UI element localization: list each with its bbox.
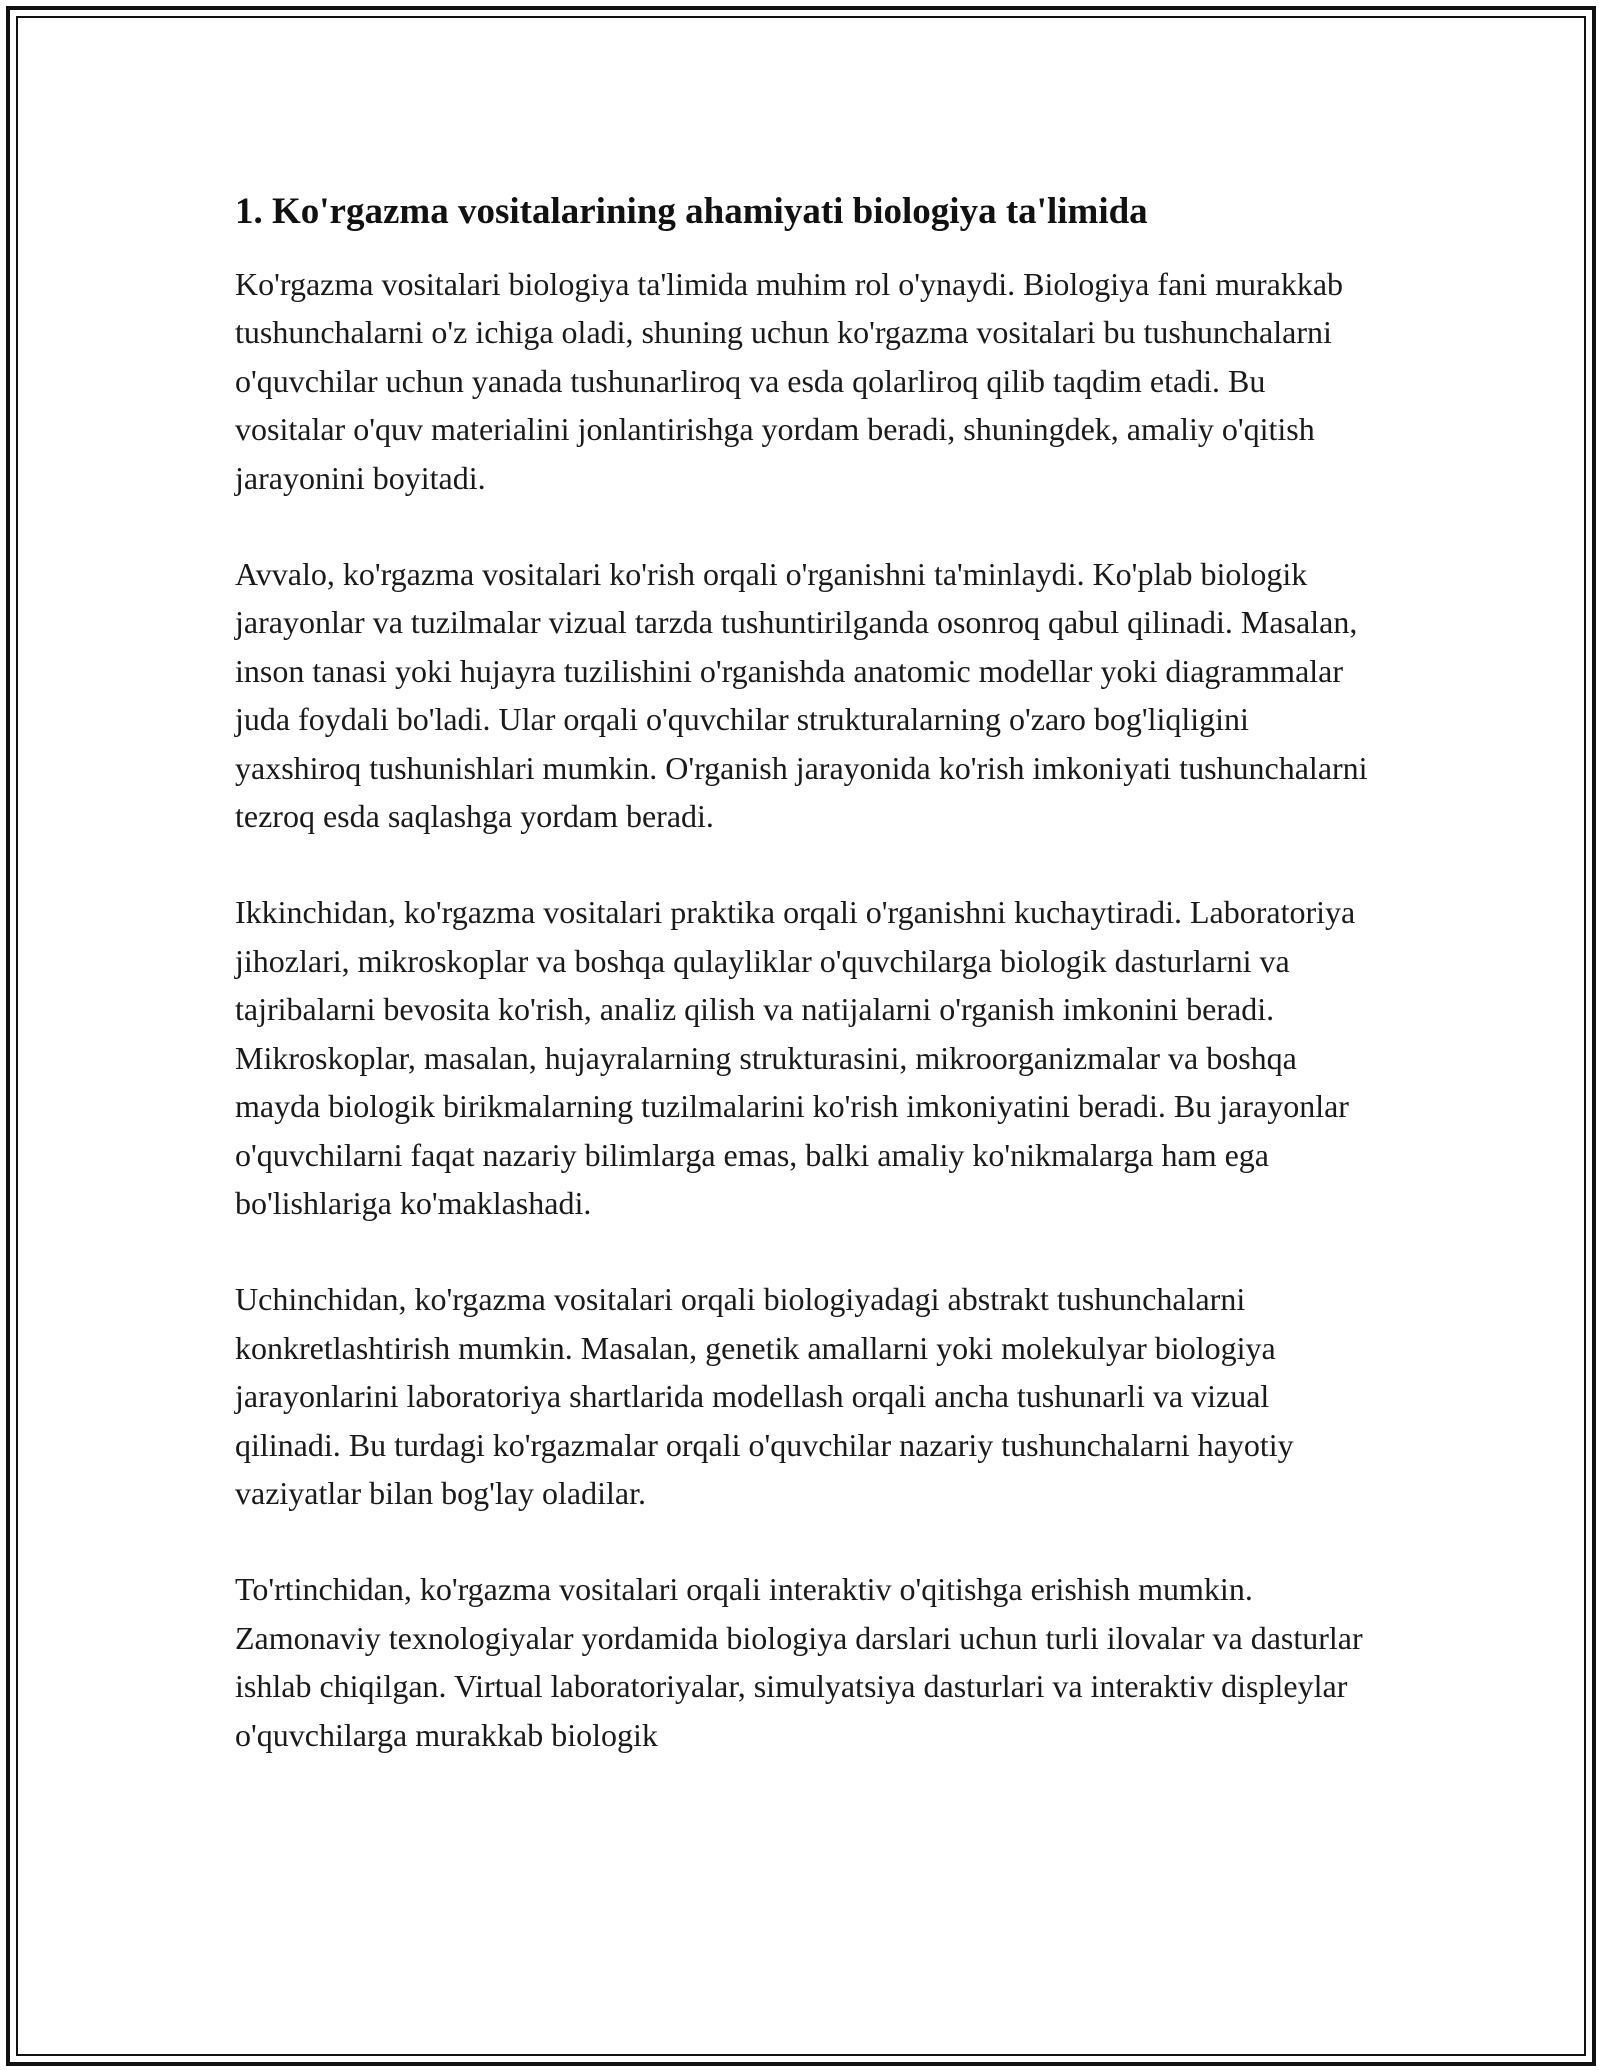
paragraph-3: Ikkinchidan, ko'rgazma vositalari praktika orqali o'rganishni kuchaytiradi. Laboratoriya jihozlari, mikroskoplar va boshqa qulayliklar o'quvchilarga biologik dasturlarni va tajribalarni bevosita ko'rish, analiz qilish va natijalarni o'rganish imkonini beradi. Mikroskoplar, masalan, hujayralarning strukturasini, mikroorganizmalar va boshqa mayda biologik birikmalarning tuzilmalarini ko'rish imkoniyatini beradi. Bu jarayonlar o'quvchilarni faqat nazariy bilimlarga emas, balki amaliy ko'nikmalarga ham ega bo'lishlariga ko'maklashadi.: [235, 894, 1356, 1221]
paragraph-2: Avvalo, ko'rgazma vositalari ko'rish orqali o'rganishni ta'minlaydi. Ko'plab biologik jarayonlar va tuzilmalar vizual tarzda tushuntirilganda osonroq qabul qilinadi. Masalan, inson tanasi yoki hujayra tuzilishini o'rganishda anatomic modellar yoki diagrammalar juda foydali bo'ladi. Ular orqali o'quvchilar strukturalarning o'zaro bog'liqligini yaxshiroq tushunishlari mumkin. O'rganish jarayonida ko'rish imkoniyati tushunchalarni tezroq esda saqlashga yordam beradi.: [235, 556, 1368, 835]
paragraph-1: Ko'rgazma vositalari biologiya ta'limida muhim rol o'ynaydi. Biologiya fani murakkab tushunchalarni o'z ichiga oladi, shuning uchun ko'rgazma vositalari bu tushunchalarni o'quvchilar uchun yanada tushunarliroq va esda qolarliroq qilib taqdim etadi. Bu vositalar o'quv materialini jonlantirishga yordam beradi, shuningdek, amaliy o'qitish jarayonini boyitadi.: [235, 266, 1344, 496]
paragraph-5: To'rtinchidan, ko'rgazma vositalari orqali interaktiv o'qitishga erishish mumkin. Zamonaviy texnologiyalar yordamida biologiya darslari uchun turli ilovalar va dasturlar ishlab chiqilgan. Virtual laboratoriyalar, simulyatsiya dasturlari va interaktiv displeylar o'quvchilarga murakkab biologik: [235, 1571, 1363, 1753]
section-title: 1. Ko'rgazma vositalarining ahamiyati biologiya ta'limida: [235, 191, 1148, 232]
document-body: [235, 186, 1375, 1807]
paragraph-4: Uchinchidan, ko'rgazma vositalari orqali biologiyadagi abstrakt tushunchalarni konkretlashtirish mumkin. Masalan, genetik amallarni yoki molekulyar biologiya jarayonlarini laboratoriya shartlarida modellash orqali ancha tushunarli va vizual qilinadi. Bu turdagi ko'rgazmalar orqali o'quvchilar nazariy tushunchalarni hayotiy vaziyatlar bilan bog'lay oladilar.: [235, 1281, 1294, 1511]
